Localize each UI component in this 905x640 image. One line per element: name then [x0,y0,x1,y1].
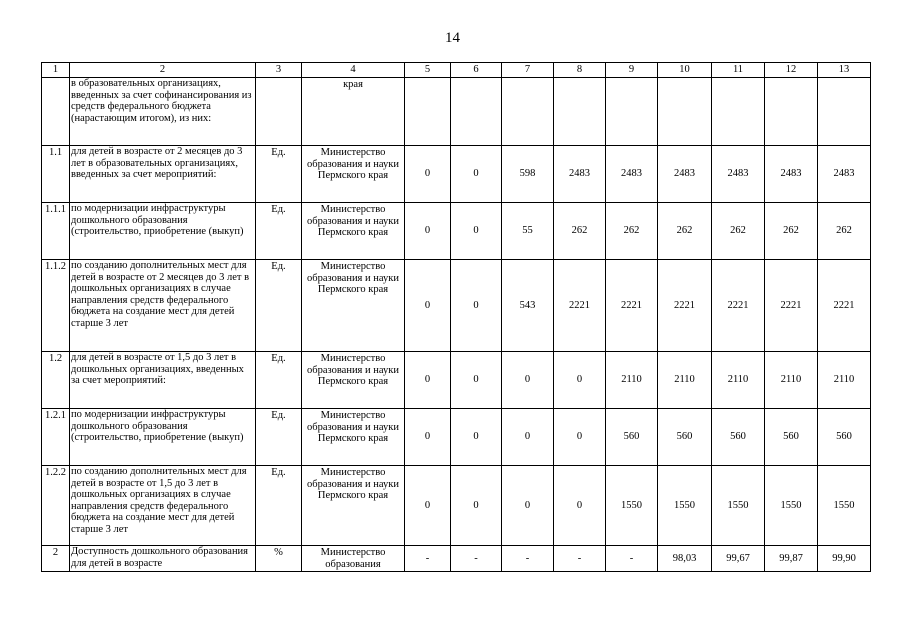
indicator-name: по модернизации инфраструктуры дошкольного образования (строительство, приобретение (выкуп) [70,203,256,260]
unit-cell: Ед. [256,409,302,466]
value-cell: 2483 [818,146,871,203]
value-cell: 2110 [818,352,871,409]
indicator-name: по созданию дополнительных мест для детей в возрасте от 2 месяцев до 3 лет в дошкольных организациях в случае направления средств федерального бюджета на создание мест для детей старше 3 лет [70,260,256,352]
value-cell: - [502,546,554,572]
column-header: 3 [256,63,302,78]
value-cell: 0 [405,146,451,203]
executor-cell: края [302,78,405,146]
value-cell: 262 [712,203,765,260]
value-cell [451,78,502,146]
row-number: 1.1.1 [42,203,70,260]
executor-cell: Министерство образования и науки Пермского края [302,409,405,466]
column-header: 11 [712,63,765,78]
row-number: 1.2.1 [42,409,70,466]
value-cell: - [451,546,502,572]
table-row [42,409,871,466]
value-cell: 1550 [818,466,871,546]
value-cell: 2221 [658,260,712,352]
value-cell: 0 [502,466,554,546]
value-cell: 2221 [765,260,818,352]
indicator-name: по созданию дополнительных мест для детей в возрасте от 1,5 до 3 лет в дошкольных организациях в случае направления средств федерального бюджета на создание мест для детей старше 3 лет [70,466,256,546]
value-cell: 2110 [712,352,765,409]
value-cell: 0 [405,260,451,352]
executor-cell: Министерство образования [302,546,405,572]
table-row [42,78,871,146]
value-cell: 560 [606,409,658,466]
executor-cell: Министерство образования и науки Пермского края [302,203,405,260]
value-cell: 0 [405,203,451,260]
column-header: 8 [554,63,606,78]
column-header: 13 [818,63,871,78]
row-number [42,78,70,146]
column-header: 4 [302,63,405,78]
unit-cell: % [256,546,302,572]
value-cell: 560 [765,409,818,466]
value-cell: 2221 [712,260,765,352]
value-cell: 262 [606,203,658,260]
column-header: 12 [765,63,818,78]
value-cell: - [554,546,606,572]
unit-cell: Ед. [256,466,302,546]
table-header-row [42,63,871,78]
column-header: 9 [606,63,658,78]
column-header: 7 [502,63,554,78]
value-cell: 98,03 [658,546,712,572]
column-header: 5 [405,63,451,78]
value-cell: 560 [658,409,712,466]
value-cell: 0 [451,203,502,260]
column-header: 6 [451,63,502,78]
value-cell: 0 [451,260,502,352]
value-cell: 0 [405,409,451,466]
table-row [42,352,871,409]
unit-cell: Ед. [256,352,302,409]
row-number: 2 [42,546,70,572]
value-cell [606,78,658,146]
column-header: 2 [70,63,256,78]
value-cell: 99,87 [765,546,818,572]
table-row [42,203,871,260]
value-cell: 2483 [554,146,606,203]
value-cell: 2483 [658,146,712,203]
page-number: 14 [445,30,460,46]
value-cell: 0 [451,466,502,546]
value-cell: 0 [502,409,554,466]
value-cell: 2483 [712,146,765,203]
value-cell: - [606,546,658,572]
row-number: 1.1.2 [42,260,70,352]
value-cell [554,78,606,146]
value-cell [818,78,871,146]
value-cell: 55 [502,203,554,260]
value-cell: 2110 [606,352,658,409]
value-cell: 0 [554,466,606,546]
value-cell: 2110 [765,352,818,409]
value-cell: 262 [765,203,818,260]
executor-cell: Министерство образования и науки Пермского края [302,146,405,203]
value-cell: 0 [554,352,606,409]
value-cell [765,78,818,146]
value-cell: 99,90 [818,546,871,572]
value-cell: 560 [712,409,765,466]
indicator-name: для детей в возрасте от 1,5 до 3 лет в дошкольных организациях, введенных за счет мероприятий: [70,352,256,409]
row-number: 1.2 [42,352,70,409]
value-cell: 0 [554,409,606,466]
value-cell: 0 [451,409,502,466]
executor-cell: Министерство образования и науки Пермского края [302,260,405,352]
executor-cell: Министерство образования и науки Пермского края [302,466,405,546]
indicator-name: по модернизации инфраструктуры дошкольного образования (строительство, приобретение (выкуп) [70,409,256,466]
column-header: 10 [658,63,712,78]
value-cell: 1550 [712,466,765,546]
value-cell: 0 [405,466,451,546]
value-cell: 560 [818,409,871,466]
value-cell: 262 [554,203,606,260]
value-cell: 99,67 [712,546,765,572]
indicator-name: в образовательных организациях, введенных за счет софинансирования из средств федерального бюджета (нарастающим итогом), из них: [70,78,256,146]
value-cell: 543 [502,260,554,352]
value-cell: 1550 [658,466,712,546]
table-row [42,260,871,352]
value-cell: 262 [818,203,871,260]
table-row [42,546,871,572]
value-cell: 2483 [606,146,658,203]
executor-cell: Министерство образования и науки Пермского края [302,352,405,409]
table-row [42,146,871,203]
value-cell: 2221 [606,260,658,352]
value-cell: 598 [502,146,554,203]
value-cell: 1550 [765,466,818,546]
value-cell: 0 [451,146,502,203]
indicator-name: Доступность дошкольного образования для детей в возрасте [70,546,256,572]
indicator-name: для детей в возрасте от 2 месяцев до 3 лет в образовательных организациях, введенных за счет мероприятий: [70,146,256,203]
value-cell: - [405,546,451,572]
unit-cell: Ед. [256,260,302,352]
value-cell: 2221 [554,260,606,352]
value-cell: 2221 [818,260,871,352]
value-cell: 2483 [765,146,818,203]
value-cell: 262 [658,203,712,260]
value-cell: 0 [451,352,502,409]
value-cell [405,78,451,146]
column-header: 1 [42,63,70,78]
row-number: 1.1 [42,146,70,203]
value-cell: 2110 [658,352,712,409]
value-cell: 1550 [606,466,658,546]
unit-cell: Ед. [256,146,302,203]
value-cell [658,78,712,146]
row-number: 1.2.2 [42,466,70,546]
indicators-table [41,62,871,572]
table-row [42,466,871,546]
value-cell: 0 [405,352,451,409]
unit-cell [256,78,302,146]
unit-cell: Ед. [256,203,302,260]
value-cell [712,78,765,146]
value-cell: 0 [502,352,554,409]
value-cell [502,78,554,146]
